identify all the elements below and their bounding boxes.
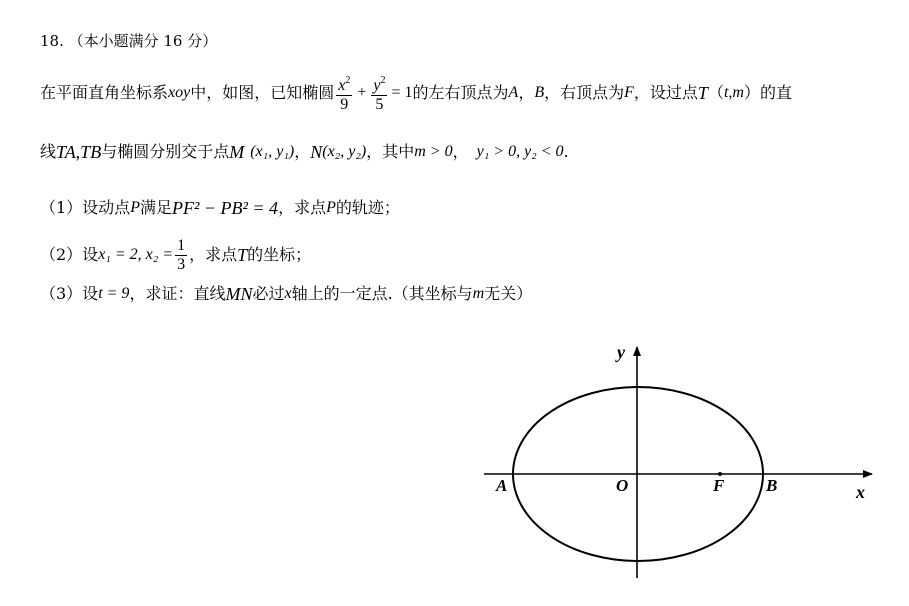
text: ，求点 (278, 198, 327, 217)
text: 与椭圆分别交于点 (101, 142, 230, 161)
equals-one: = 1 (391, 84, 413, 101)
point-T: T (697, 83, 708, 103)
fraction-x2-over-9: $\frac{x^2}{9}$ (336, 72, 352, 114)
text: ， (452, 142, 469, 161)
lines-TA-TB: TA,TB (56, 142, 102, 162)
line-MN: MN (225, 284, 253, 304)
x-axis-label: x (856, 482, 865, 502)
point-B: B (534, 84, 545, 101)
text: 的轨迹； (335, 198, 400, 217)
condition-m-positive: m > 0 (414, 143, 453, 160)
expression-t-equals-9: t = 9 (98, 285, 130, 302)
text: 线 (40, 142, 57, 161)
point-P: P (130, 199, 140, 216)
point-A: A (508, 84, 519, 101)
point-T: T (237, 245, 248, 265)
text: 满足 (139, 198, 172, 217)
coord-tm: t,m (723, 84, 744, 101)
text: ）的直 (743, 83, 792, 102)
text: ，设过点 (633, 83, 698, 102)
text: （2）设 (40, 245, 99, 264)
text: ，其中 (366, 142, 415, 161)
text: 无关） (484, 284, 533, 303)
text: （ (707, 83, 724, 102)
origin-O-label: O (616, 476, 629, 495)
text: ，求点 (189, 245, 238, 264)
point-F-label: F (713, 476, 725, 495)
point-F: F (624, 84, 634, 101)
text: （3）设 (40, 284, 99, 303)
text: （1）设动点 (40, 198, 131, 217)
M-coordinates: (x₁, y₁) (250, 143, 295, 160)
point-A-label: A (496, 476, 508, 495)
expression-x1-x2: x₁ = 2, x₂ = (98, 246, 174, 263)
point-P: P (326, 199, 336, 216)
text: 中，如图，已知椭圆 (190, 83, 335, 102)
expression-PF2-PB2: PF² − PB² = 4 (171, 198, 279, 218)
fraction-y2-over-5: $\frac{y^2}{5}$ (371, 72, 387, 114)
y-axis-label: y (617, 342, 625, 362)
text: ， (294, 142, 311, 161)
text: 必过 (252, 284, 285, 303)
text: 在平面直角坐标系 (40, 83, 169, 102)
problem-heading: 18. （本小题满分 16 分） (40, 32, 218, 50)
text: ，右顶点为 (544, 83, 625, 102)
m-symbol: m (472, 285, 485, 302)
text: ， (518, 83, 535, 102)
text: 的左右顶点为 (412, 83, 509, 102)
text: . (563, 142, 569, 161)
text: 的坐标； (247, 245, 312, 264)
condition-y1-y2: y₁ > 0, y₂ < 0 (476, 143, 564, 160)
text: 轴上的一定点.（其坐标与 (291, 284, 473, 303)
text: ，求证：直线 (129, 284, 226, 303)
point-M: M (229, 142, 245, 162)
fraction-one-third: $\frac{1}{3}$ (177, 236, 186, 273)
plus-sign: + (357, 84, 367, 101)
point-B-label: B (766, 476, 778, 495)
xoy-symbol: xoy (168, 84, 191, 101)
N-coordinates: (x₂, y₂) (322, 143, 367, 160)
point-N: N (310, 142, 323, 162)
x-symbol: x (284, 285, 292, 302)
